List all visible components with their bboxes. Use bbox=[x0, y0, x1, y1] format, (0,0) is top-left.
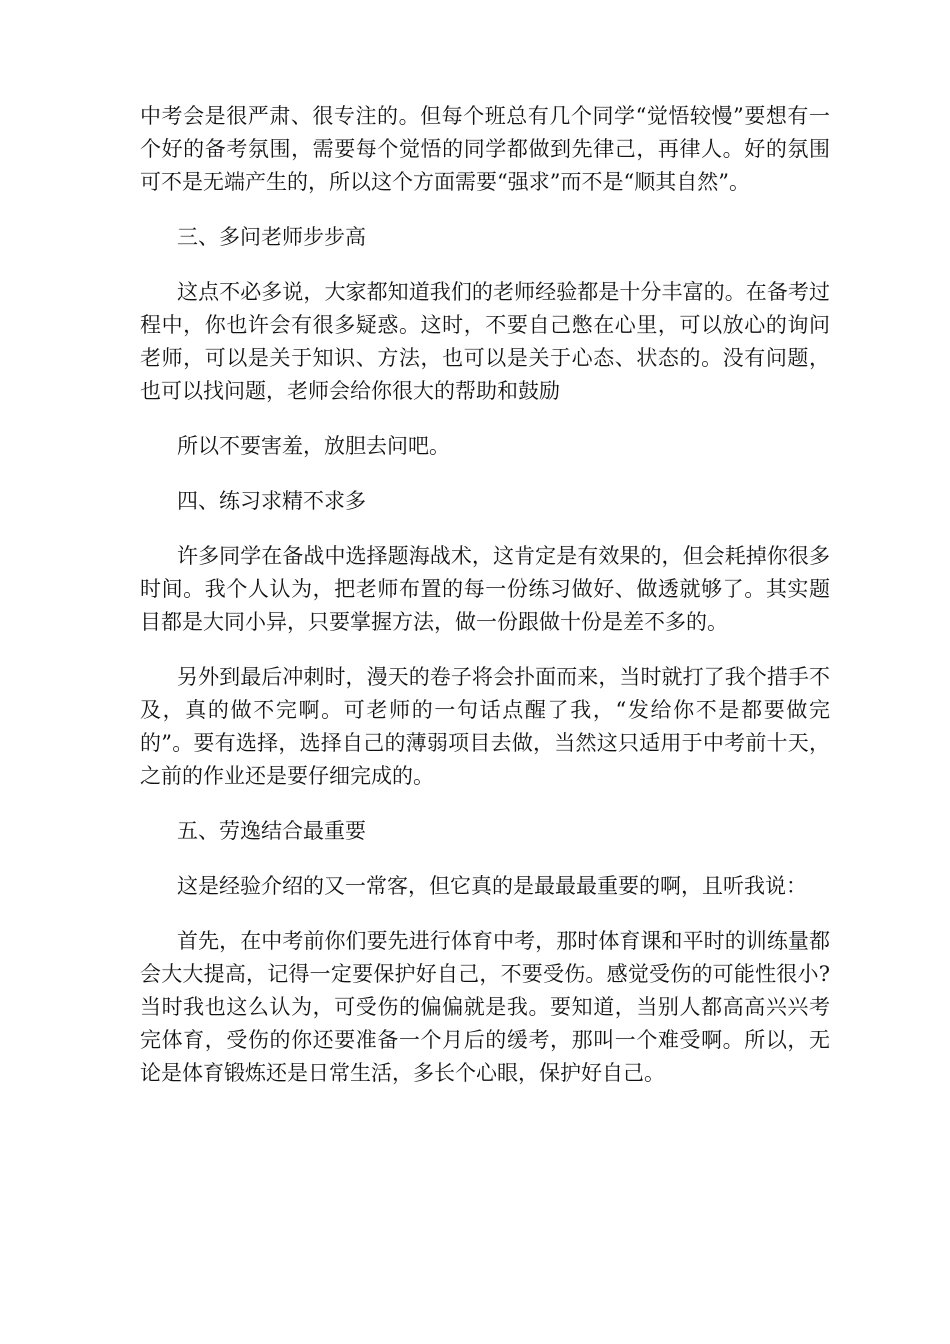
section-heading-5: 五、劳逸结合最重要 bbox=[177, 819, 366, 843]
paragraph-1: 中考会是很严肃、很专注的。但每个班总有几个同学“觉悟较慢”要想有一个好的备考氛围，需要每个觉悟的同学都做到先律己，再律人。好的氛围可不是无端产生的，所以这个方面需要“强求”而不是“顺其自然”。 bbox=[140, 104, 830, 194]
paragraph-3: 所以不要害羞，放胆去问吧。 bbox=[177, 434, 450, 458]
document-body bbox=[140, 100, 830, 1112]
paragraph-2: 这点不必多说，大家都知道我们的老师经验都是十分丰富的。在备考过程中，你也许会有很多疑惑。这时，不要自己憋在心里，可以放心的询问老师，可以是关于知识、方法，也可以是关于心态、状态的。没有问题，也可以找问题，老师会给你很大的帮助和鼓励 bbox=[140, 280, 830, 403]
section-heading-4: 四、练习求精不求多 bbox=[177, 489, 366, 513]
paragraph-5: 另外到最后冲刺时，漫天的卷子将会扑面而来，当时就打了我个措手不及，真的做不完啊。可老师的一句话点醒了我，“发给你不是都要做完的”。要有选择，选择自己的薄弱项目去做，当然这只适用于中考前十天，之前的作业还是要仔细完成的。 bbox=[140, 665, 830, 788]
paragraph-4: 许多同学在备战中选择题海战术，这肯定是有效果的，但会耗掉你很多时间。我个人认为，把老师布置的每一份练习做好、做透就够了。其实题目都是大同小异，只要掌握方法，做一份跟做十份是差不多的。 bbox=[140, 544, 830, 634]
paragraph-7: 首先，在中考前你们要先进行体育中考，那时体育课和平时的训练量都会大大提高，记得一定要保护好自己，不要受伤。感觉受伤的可能性很小?当时我也这么认为，可受伤的偏偏就是我。要知道，当别人都高高兴兴考完体育，受伤的你还要准备一个月后的缓考，那叫一个难受啊。所以，无论是体育锻炼还是日常生活，多长个心眼，保护好自己。 bbox=[140, 929, 830, 1085]
section-heading-3: 三、多问老师步步高 bbox=[177, 225, 366, 249]
paragraph-6: 这是经验介绍的又一常客，但它真的是最最最重要的啊，且听我说： bbox=[177, 874, 807, 898]
